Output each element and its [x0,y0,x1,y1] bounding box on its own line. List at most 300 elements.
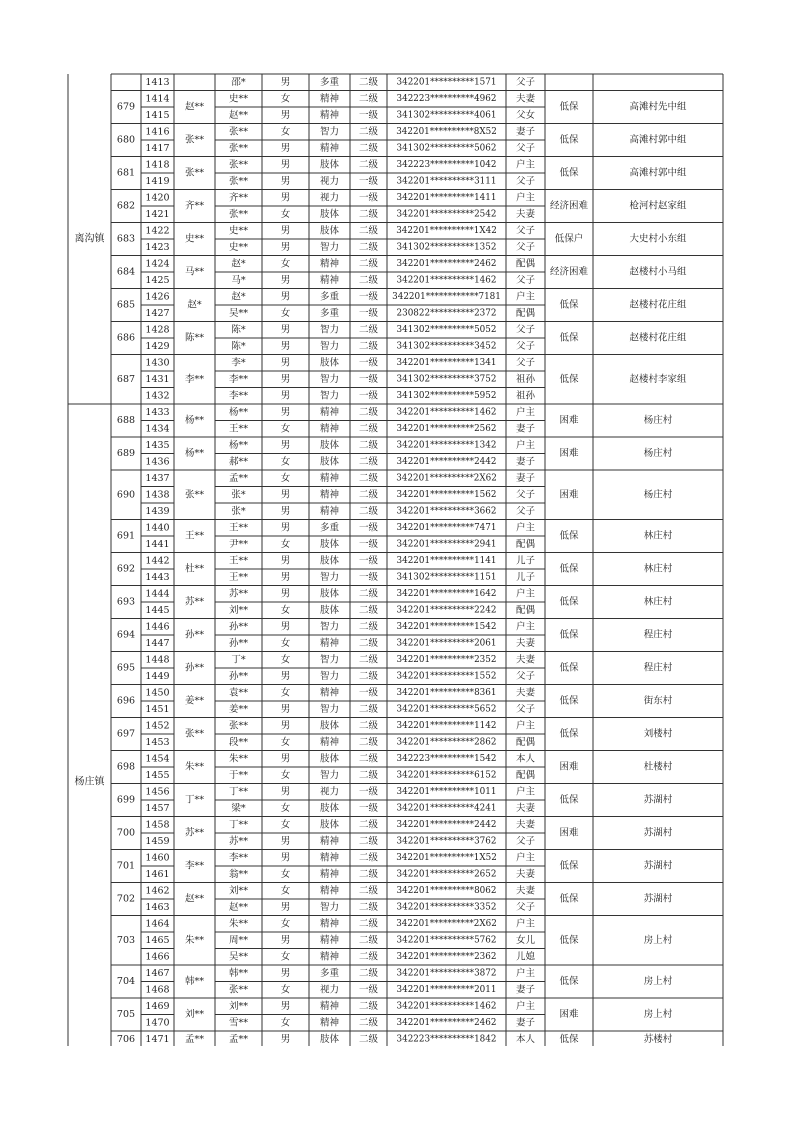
member-disability-level-cell: 二级 [358,918,379,930]
member-id-number-cell: 342201**********3762 [396,836,497,847]
member-seq-cell: 1454 [145,753,170,765]
member-disability-type-cell: 肢体 [319,720,340,732]
member-name-cell: 孟** [228,1033,249,1045]
member-gender-cell: 男 [280,852,291,864]
member-disability-level-cell: 二级 [358,588,379,600]
member-gender-cell: 女 [280,93,291,105]
household-village-cell: 赵楼村花庄组 [629,332,687,344]
town-name-cell: 离沟镇 [74,233,105,245]
member-gender-cell: 女 [280,885,291,897]
member-id-number-cell: 342201**********2X62 [396,918,497,929]
member-seq-cell: 1434 [145,423,170,435]
household-village-cell: 杨庄村 [643,489,673,501]
member-gender-cell: 男 [280,786,291,798]
member-gender-cell: 女 [280,687,291,699]
member-id-number-cell: 341302**********1151 [396,572,497,583]
member-relation-cell: 户主 [515,621,536,633]
household-status-cell: 困难 [559,489,579,501]
household-status-cell: 低保 [559,332,579,344]
member-disability-level-cell: 一级 [358,291,379,303]
member-id-number-cell: 342201**********8361 [396,687,497,698]
member-disability-level-cell: 二级 [358,1000,379,1012]
member-name-cell: 张** [228,126,249,138]
member-disability-level-cell: 一级 [358,357,379,369]
member-gender-cell: 男 [280,291,291,303]
member-seq-cell: 1421 [145,208,170,220]
household-status-cell: 经济困难 [549,200,589,212]
member-id-number-cell: 341302**********5052 [396,324,497,335]
member-gender-cell: 男 [280,703,291,715]
member-relation-cell: 户主 [515,1000,536,1012]
household-village-cell: 高滩村先中组 [629,101,687,113]
member-gender-cell: 男 [280,76,291,88]
member-id-number-cell: 342201**********2862 [396,737,497,748]
member-relation-cell: 父子 [515,357,536,369]
household-status-cell: 经济困难 [549,266,589,278]
member-id-number-cell: 342201**********8X52 [396,126,497,137]
member-disability-level-cell: 二级 [358,76,379,88]
member-id-number-cell: 342201**********1462 [396,275,497,286]
member-id-number-cell: 342201**********2652 [396,869,497,880]
member-gender-cell: 女 [280,984,291,996]
household-head-cell: 孙** [184,629,205,641]
household-village-cell: 苏湖村 [643,827,673,839]
member-disability-type-cell: 多重 [319,76,340,88]
household-head-cell: 赵* [187,299,202,311]
member-name-cell: 袁** [228,687,249,699]
member-seq-cell: 1463 [145,901,170,913]
member-seq-cell: 1464 [145,918,170,930]
member-gender-cell: 男 [280,720,291,732]
member-disability-type-cell: 肢体 [319,538,340,550]
member-id-number-cell: 342201**********3352 [396,902,497,913]
member-disability-level-cell: 二级 [358,142,379,154]
household-status-cell: 低保 [559,1033,579,1045]
member-id-number-cell: 342201**********1642 [396,588,497,599]
member-disability-level-cell: 一级 [358,786,379,798]
member-id-number-cell: 342201************7181 [392,291,501,302]
member-disability-type-cell: 精神 [319,109,340,121]
household-head-cell: 韩** [184,976,205,987]
member-gender-cell: 男 [280,588,291,600]
member-gender-cell: 女 [280,868,291,880]
member-name-cell: 赵** [228,109,249,121]
household-village-cell: 枪河村赵家组 [629,200,687,212]
member-id-number-cell: 342223**********4962 [396,93,497,104]
member-relation-cell: 儿子 [515,555,536,567]
member-disability-type-cell: 多重 [319,291,340,303]
member-disability-type-cell: 智力 [319,571,340,583]
member-seq-cell: 1466 [145,951,170,963]
member-relation-cell: 户主 [515,439,536,451]
member-name-cell: 孙** [228,621,249,633]
member-disability-level-cell: 一级 [358,522,379,534]
member-relation-cell: 户主 [515,522,536,534]
member-seq-cell: 1437 [145,472,170,484]
member-relation-cell: 女儿 [515,934,536,946]
member-disability-type-cell: 精神 [319,736,340,748]
member-relation-cell: 户主 [515,291,536,303]
member-disability-level-cell: 二级 [358,456,379,468]
household-village-cell: 高滩村郭中组 [629,134,687,146]
member-gender-cell: 女 [280,472,291,484]
member-disability-level-cell: 二级 [358,670,379,682]
member-id-number-cell: 342201**********1462 [396,1001,497,1012]
member-disability-type-cell: 智力 [319,654,340,666]
household-status-cell: 低保 [559,101,579,113]
member-gender-cell: 男 [280,175,291,187]
member-seq-cell: 1448 [145,654,170,666]
member-id-number-cell: 341302**********1352 [396,242,497,253]
member-disability-type-cell: 精神 [319,489,340,501]
member-seq-cell: 1450 [145,687,170,699]
member-disability-level-cell: 二级 [358,967,379,979]
member-relation-cell: 父子 [515,670,536,682]
member-seq-cell: 1423 [145,241,170,253]
member-id-number-cell: 342201**********1571 [396,77,497,88]
member-id-number-cell: 342201**********2542 [396,209,497,220]
member-relation-cell: 户主 [515,720,536,732]
member-seq-cell: 1441 [145,538,170,550]
member-disability-level-cell: 二级 [358,703,379,715]
member-disability-type-cell: 视力 [319,192,340,204]
household-head-cell: 张** [184,167,205,179]
member-disability-type-cell: 智力 [319,621,340,633]
member-id-number-cell: 342201**********1552 [396,671,497,682]
member-relation-cell: 父子 [515,225,536,237]
member-disability-level-cell: 二级 [358,654,379,666]
household-head-cell: 刘** [184,1009,205,1020]
member-id-number-cell: 342201**********3111 [396,176,497,187]
member-seq-cell: 1436 [145,456,170,468]
household-number-cell: 685 [116,299,136,311]
member-disability-type-cell: 精神 [319,951,340,963]
member-seq-cell: 1459 [145,835,170,847]
member-seq-cell: 1444 [145,588,170,600]
household-village-cell: 街东村 [643,695,673,707]
member-relation-cell: 配偶 [515,604,536,616]
member-relation-cell: 夫妻 [515,802,536,814]
member-name-cell: 朱** [228,753,249,765]
household-head-cell: 齐** [184,200,205,212]
member-name-cell: 马* [231,274,246,286]
member-disability-type-cell: 精神 [319,274,340,286]
member-relation-cell: 妻子 [515,126,536,138]
member-disability-type-cell: 肢体 [319,225,340,237]
household-number-cell: 702 [116,893,136,905]
member-name-cell: 王** [228,522,249,534]
member-id-number-cell: 342201**********1141 [396,555,497,566]
member-relation-cell: 父子 [515,703,536,715]
member-relation-cell: 妻子 [515,1017,536,1029]
household-head-cell: 杨** [184,448,205,459]
member-relation-cell: 本人 [515,753,536,765]
member-disability-level-cell: 二级 [358,225,379,237]
member-gender-cell: 男 [280,357,291,369]
household-village-cell: 刘楼村 [643,728,673,740]
member-gender-cell: 男 [280,505,291,517]
member-disability-level-cell: 二级 [358,439,379,451]
member-seq-cell: 1424 [145,258,170,270]
member-relation-cell: 父子 [515,835,536,847]
household-number-cell: 700 [116,827,136,839]
member-disability-type-cell: 智力 [319,390,340,402]
member-disability-level-cell: 二级 [358,505,379,517]
member-gender-cell: 男 [280,439,291,451]
member-name-cell: 翁** [228,868,249,880]
member-id-number-cell: 342201**********2352 [396,654,497,665]
member-disability-level-cell: 一级 [358,390,379,402]
member-disability-type-cell: 智力 [319,670,340,682]
member-id-number-cell: 342223**********1542 [396,753,497,764]
member-seq-cell: 1440 [145,522,170,534]
member-seq-cell: 1418 [145,159,170,171]
member-disability-type-cell: 肢体 [319,819,340,831]
household-number-cell: 699 [116,794,136,806]
household-status-cell: 低保 [559,662,579,674]
member-relation-cell: 父子 [515,175,536,187]
member-id-number-cell: 342201**********1X42 [396,225,497,236]
member-name-cell: 苏** [228,835,249,847]
household-head-cell: 赵** [184,893,205,905]
household-number-cell: 705 [116,1009,136,1020]
member-gender-cell: 男 [280,274,291,286]
member-name-cell: 吴** [228,951,249,963]
member-seq-cell: 1458 [145,819,170,831]
household-village-cell: 程庄村 [643,629,673,641]
member-name-cell: 陈* [231,340,246,352]
member-relation-cell: 妻子 [515,423,536,435]
member-id-number-cell: 341302**********5952 [396,390,497,401]
member-gender-cell: 女 [280,538,291,550]
member-relation-cell: 父子 [515,505,536,517]
member-gender-cell: 男 [280,373,291,385]
household-number-cell: 681 [116,167,136,179]
member-seq-cell: 1427 [145,307,170,319]
member-disability-level-cell: 二级 [358,126,379,138]
member-id-number-cell: 342201**********6152 [396,770,497,781]
household-status-cell: 低保 [559,794,579,806]
household-head-cell: 孟** [184,1033,205,1045]
member-name-cell: 张** [228,720,249,732]
member-disability-type-cell: 肢体 [319,456,340,468]
member-disability-level-cell: 一级 [358,802,379,814]
member-disability-level-cell: 一级 [358,109,379,121]
household-status-cell: 低保 [559,934,579,946]
member-seq-cell: 1471 [145,1033,170,1045]
household-status-cell: 低保 [559,728,579,740]
member-disability-level-cell: 二级 [358,93,379,105]
member-disability-type-cell: 精神 [319,142,340,154]
member-name-cell: 丁** [228,786,249,798]
member-seq-cell: 1447 [145,637,170,649]
member-gender-cell: 男 [280,670,291,682]
member-disability-level-cell: 二级 [358,736,379,748]
member-seq-cell: 1425 [145,274,170,286]
member-disability-type-cell: 智力 [319,373,340,385]
household-head-cell: 张** [184,489,205,501]
member-name-cell: 赵* [231,291,246,303]
member-disability-type-cell: 视力 [319,786,340,798]
member-disability-type-cell: 智力 [319,340,340,352]
household-number-cell: 704 [116,976,136,987]
member-disability-level-cell: 一级 [358,687,379,699]
household-status-cell: 低保 [559,134,579,146]
member-disability-level-cell: 二级 [358,819,379,831]
household-status-cell: 低保 [559,596,579,608]
member-relation-cell: 夫妻 [515,885,536,897]
member-name-cell: 张* [231,505,246,517]
member-gender-cell: 男 [280,406,291,418]
member-name-cell: 张** [228,159,249,171]
member-disability-level-cell: 二级 [358,472,379,484]
member-seq-cell: 1467 [145,967,170,979]
member-name-cell: 孙** [228,670,249,682]
member-disability-type-cell: 智力 [319,324,340,336]
household-status-cell: 低保 [559,299,579,311]
member-id-number-cell: 342201**********1562 [396,489,497,500]
member-disability-level-cell: 二级 [358,835,379,847]
member-disability-type-cell: 多重 [319,967,340,979]
member-name-cell: 刘** [228,885,249,897]
member-disability-type-cell: 肢体 [319,604,340,616]
member-relation-cell: 父子 [515,274,536,286]
member-seq-cell: 1426 [145,291,170,303]
member-disability-type-cell: 精神 [319,835,340,847]
household-number-cell: 694 [116,629,136,641]
member-disability-level-cell: 一级 [358,175,379,187]
member-id-number-cell: 342223**********1842 [396,1034,497,1045]
member-disability-level-cell: 二级 [358,868,379,880]
member-disability-type-cell: 肢体 [319,753,340,765]
member-name-cell: 孙** [228,637,249,649]
member-relation-cell: 祖孙 [515,390,536,402]
member-id-number-cell: 342201**********7471 [396,522,497,533]
member-seq-cell: 1455 [145,769,170,781]
household-head-cell: 丁** [184,794,205,806]
member-name-cell: 李* [231,357,246,369]
member-seq-cell: 1452 [145,720,170,732]
member-relation-cell: 户主 [515,918,536,930]
member-name-cell: 郝** [228,456,249,468]
household-village-cell: 大史村小东组 [629,233,687,245]
member-id-number-cell: 342201**********1X52 [396,852,497,863]
member-disability-type-cell: 精神 [319,852,340,864]
member-relation-cell: 妻子 [515,456,536,468]
member-gender-cell: 女 [280,307,291,319]
member-name-cell: 张** [228,208,249,220]
household-number-cell: 688 [116,415,136,426]
member-disability-type-cell: 肢体 [319,1033,340,1045]
member-disability-type-cell: 智力 [319,241,340,253]
member-seq-cell: 1413 [145,76,170,88]
member-seq-cell: 1435 [145,439,170,451]
member-seq-cell: 1442 [145,555,170,567]
member-disability-level-cell: 二级 [358,621,379,633]
household-number-cell: 698 [116,761,136,773]
member-disability-level-cell: 一级 [358,555,379,567]
member-seq-cell: 1433 [145,406,170,418]
member-relation-cell: 祖孙 [515,373,536,385]
member-relation-cell: 夫妻 [515,208,536,220]
member-gender-cell: 女 [280,654,291,666]
member-name-cell: 段** [228,736,249,748]
member-id-number-cell: 342201**********2442 [396,456,497,467]
household-village-cell: 房上村 [643,976,673,987]
member-name-cell: 刘** [228,604,249,616]
member-gender-cell: 男 [280,621,291,633]
member-seq-cell: 1453 [145,736,170,748]
household-village-cell: 苏楼村 [643,1033,673,1045]
member-seq-cell: 1417 [145,142,170,154]
member-name-cell: 张* [231,489,246,501]
member-gender-cell: 女 [280,456,291,468]
member-disability-level-cell: 二级 [358,852,379,864]
member-name-cell: 杨** [228,406,249,418]
member-gender-cell: 男 [280,192,291,204]
member-disability-level-cell: 二级 [358,258,379,270]
member-relation-cell: 父子 [515,324,536,336]
member-seq-cell: 1438 [145,489,170,501]
household-head-cell: 杜** [184,563,205,575]
member-seq-cell: 1460 [145,852,170,864]
household-head-cell: 史** [184,233,205,245]
member-disability-type-cell: 肢体 [319,208,340,220]
member-name-cell: 陈* [231,324,246,336]
member-seq-cell: 1419 [145,175,170,187]
member-name-cell: 赵* [231,258,246,270]
member-relation-cell: 父子 [515,76,536,88]
member-name-cell: 邵* [231,76,246,88]
member-id-number-cell: 342201**********3872 [396,968,497,979]
member-gender-cell: 男 [280,324,291,336]
member-relation-cell: 夫妻 [515,637,536,649]
member-seq-cell: 1469 [145,1000,170,1012]
household-village-cell: 房上村 [643,934,673,946]
member-id-number-cell: 342201**********2562 [396,423,497,434]
member-relation-cell: 户主 [515,588,536,600]
member-seq-cell: 1446 [145,621,170,633]
household-number-cell: 689 [116,448,136,459]
member-gender-cell: 女 [280,258,291,270]
member-seq-cell: 1431 [145,373,170,385]
household-head-cell: 张** [184,728,205,740]
member-name-cell: 周** [228,934,249,946]
member-name-cell: 梁* [231,802,246,814]
household-status-cell: 困难 [559,448,579,459]
household-status-cell: 低保 [559,629,579,641]
member-disability-type-cell: 精神 [319,918,340,930]
household-village-cell: 赵楼村花庄组 [629,299,687,311]
household-village-cell: 杜楼村 [643,761,673,773]
household-head-cell: 苏** [184,596,205,608]
member-name-cell: 尹** [228,538,249,550]
member-gender-cell: 男 [280,835,291,847]
household-head-cell: 王** [184,530,205,542]
household-village-cell: 杨庄村 [643,448,673,459]
household-number-cell: 693 [116,596,136,608]
household-number-cell: 703 [116,934,136,946]
member-id-number-cell: 230822**********2372 [396,308,497,319]
member-disability-type-cell: 肢体 [319,555,340,567]
member-id-number-cell: 342201**********1011 [396,786,497,797]
member-relation-cell: 父子 [515,241,536,253]
member-disability-type-cell: 精神 [319,1000,340,1012]
member-disability-level-cell: 二级 [358,241,379,253]
member-relation-cell: 妻子 [515,984,536,996]
member-seq-cell: 1456 [145,786,170,798]
member-id-number-cell: 342201**********1462 [396,407,497,418]
